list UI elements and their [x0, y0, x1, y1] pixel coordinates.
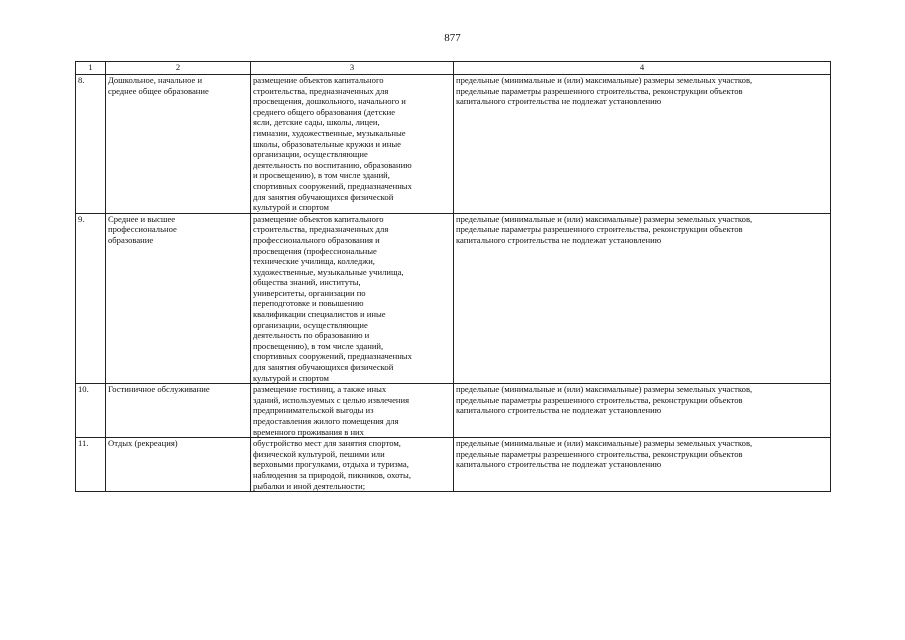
description-line: организации, осуществляющие: [253, 319, 368, 330]
description-line: просвещения, дошкольного, начального и: [253, 96, 406, 107]
name-line: Гостиничное обслуживание: [108, 384, 210, 395]
description-line: переподготовке и повышению: [253, 298, 364, 309]
row-number-cell: 8.: [76, 75, 106, 214]
description-line: школы, образовательные кружки и иные: [253, 138, 401, 149]
description-line: размещение объектов капитального: [253, 75, 384, 85]
row-name-cell: [106, 75, 251, 214]
limits-line: предельные (минимальные и (или) максимальные) размеры земельных участков,: [456, 438, 753, 449]
description-line: размещение гостиниц, а также иных: [253, 384, 387, 395]
name-line: среднее общее образование: [108, 85, 209, 96]
description-line: гимназии, художественные, музыкальные: [253, 127, 406, 138]
limits-line: предельные параметры разрешенного строительства, реконструкции объектов: [456, 394, 743, 405]
column-header-1: 1: [76, 62, 106, 75]
limits-line: предельные (минимальные и (или) максимальные) размеры земельных участков,: [456, 384, 753, 395]
description-line: просвещению), в том числе зданий,: [253, 340, 384, 351]
page-number: 877: [444, 32, 461, 44]
description-line: наблюдения за природой, пикников, охоты,: [253, 469, 411, 480]
table-row: [76, 75, 831, 214]
row-number-cell: 10.: [76, 384, 106, 438]
description-line: спортивных сооружений, предназначенных: [253, 180, 412, 191]
table-body: [76, 75, 831, 492]
table-header-row: [76, 62, 831, 75]
row-limits-cell: [454, 213, 831, 384]
description-line: зданий, используемых с целью извлечения: [253, 394, 410, 405]
row-description-cell: [251, 213, 454, 384]
table-row: [76, 438, 831, 492]
description-line: организации, осуществляющие: [253, 149, 368, 160]
description-line: университеты, организации по: [253, 287, 366, 298]
description-line: размещение объектов капитального: [253, 213, 384, 224]
limits-line: капитального строительства не подлежат установлению: [456, 96, 662, 107]
description-line: деятельность по образованию и: [253, 330, 370, 341]
column-header-4: 4: [454, 62, 831, 75]
row-description-cell: [251, 384, 454, 438]
limits-line: капитального строительства не подлежат установлению: [456, 459, 662, 470]
row-limits-cell: [454, 384, 831, 438]
description-line: общества знаний, институты,: [253, 277, 361, 288]
description-line: спортивных сооружений, предназначенных: [253, 351, 412, 362]
row-number-cell: 11.: [76, 438, 106, 492]
description-line: культурой и спортом: [253, 202, 329, 213]
limits-line: капитального строительства не подлежат установлению: [456, 234, 662, 245]
name-line: профессиональное: [108, 224, 177, 235]
description-line: строительства, предназначенных для: [253, 85, 389, 96]
description-line: верховыми прогулками, отдыха и туризма,: [253, 459, 409, 470]
description-line: деятельность по воспитанию, образованию: [253, 159, 412, 170]
column-header-3: 3: [251, 62, 454, 75]
description-line: строительства, предназначенных для: [253, 224, 389, 235]
limits-line: предельные (минимальные и (или) максимальные) размеры земельных участков,: [456, 213, 753, 224]
description-line: временного проживания в них: [253, 426, 364, 437]
description-line: предоставления жилого помещения для: [253, 416, 399, 426]
table-row: [76, 384, 831, 438]
description-line: рыбалки и иной деятельности;: [253, 480, 366, 491]
description-line: среднего общего образования (детские: [253, 106, 396, 117]
name-line: Дошкольное, начальное и: [108, 75, 203, 85]
row-name-cell: [106, 438, 251, 492]
row-number-cell: 9.: [76, 213, 106, 384]
description-line: технические училища, колледжи,: [253, 256, 375, 267]
limits-line: предельные параметры разрешенного строительства, реконструкции объектов: [456, 85, 743, 96]
row-description-cell: [251, 75, 454, 214]
description-line: для занятия обучающихся физической: [253, 191, 394, 202]
description-line: предпринимательской выгоды из: [253, 405, 374, 416]
description-line: ясли, детские сады, школы, лицеи,: [253, 117, 380, 128]
row-description-cell: [251, 438, 454, 492]
land-use-table: [75, 61, 831, 492]
description-line: и просвещению), в том числе зданий,: [253, 170, 390, 181]
description-line: квалификации специалистов и иные: [253, 309, 386, 320]
name-line: образование: [108, 234, 154, 245]
row-limits-cell: [454, 438, 831, 492]
description-line: профессионального образования и: [253, 234, 380, 245]
limits-line: предельные параметры разрешенного строительства, реконструкции объектов: [456, 224, 743, 235]
description-line: художественные, музыкальные училища,: [253, 266, 404, 277]
table-row: [76, 213, 831, 384]
description-line: физической культурой, пешими или: [253, 448, 385, 459]
description-line: для занятия обучающихся физической: [253, 362, 394, 373]
description-line: культурой и спортом: [253, 372, 329, 383]
description-line: обустройство мест для занятия спортом,: [253, 438, 401, 449]
row-name-cell: [106, 213, 251, 384]
row-name-cell: [106, 384, 251, 438]
description-line: просвещения (профессиональные: [253, 245, 377, 256]
limits-line: капитального строительства не подлежат установлению: [456, 405, 662, 416]
limits-line: предельные параметры разрешенного строительства, реконструкции объектов: [456, 448, 743, 459]
column-header-2: 2: [106, 62, 251, 75]
name-line: Отдых (рекреация): [108, 438, 178, 449]
limits-line: предельные (минимальные и (или) максимальные) размеры земельных участков,: [456, 75, 753, 85]
row-limits-cell: [454, 75, 831, 214]
name-line: Среднее и высшее: [108, 213, 176, 224]
